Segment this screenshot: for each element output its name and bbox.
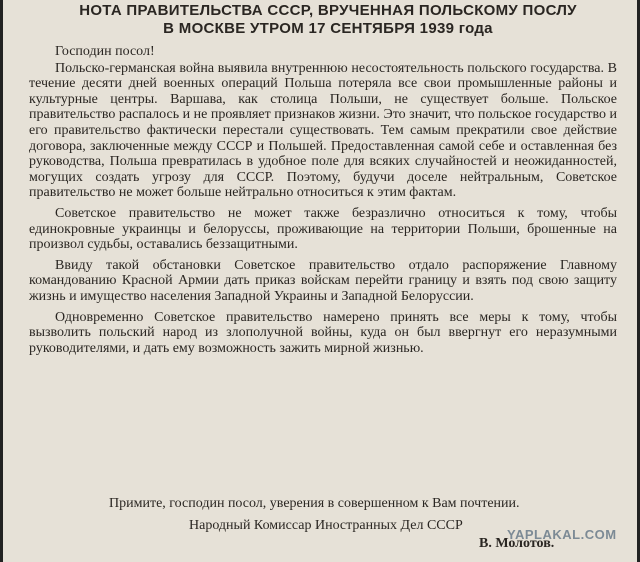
closing-line: Примите, господин посол, уверения в совершенном к Вам почтении. xyxy=(109,496,520,511)
signature-title: Народный Комиссар Иностранных Дел СССР xyxy=(189,518,463,533)
note-body xyxy=(29,44,617,361)
signature-name: В. Молотов. xyxy=(479,536,555,551)
paragraph-4: Одновременно Советское правительство намерено принять все меры к тому, чтобы вызволить польский народ из злополучной войны, куда он был ввергнут его неразумными руководителями, и дать ему возможность зажить мирной жизнью. xyxy=(29,309,617,356)
salutation: Господин посол! xyxy=(55,44,155,59)
paragraph-1: Польско-германская война выявила внутреннюю несостоятельность польского государства. В течение десяти дней военных операций Польша потеряла все свои промышленные районы и культурные центры. Варшава, как столица Польши, не существует больше. Польское правительство распалось и не проявляет признаков жизни. Это значит, что польское государство и его правительство фактически перестали существовать. Тем самым прекратили свое действие договора, заключенные между СССР и Польшей. Предоставленная самой себе и оставленная без руководства, Польша превратилась в удобное поле для всяких случайностей и неожиданностей, могущих создать угрозу для СССР. Поэтому, будучи доселе нейтральным, Советское правительство не может больше нейтрально относиться к этим фактам. xyxy=(29,60,617,201)
paragraph-3: Ввиду такой обстановки Советское правительство отдало распоряжение Главному командованию Красной Армии дать приказ войскам перейти границу и взять под свою защиту жизнь и имущество населения Западной Украины и Западной Белоруссии. xyxy=(29,257,617,304)
headline-line-2: В МОСКВЕ УТРОМ 17 СЕНТЯБРЯ 1939 года xyxy=(163,20,493,37)
headline-line-1: НОТА ПРАВИТЕЛЬСТВА СССР, ВРУЧЕННАЯ ПОЛЬСКОМУ ПОСЛУ xyxy=(79,2,577,19)
site-watermark: YAPLAKAL.COM xyxy=(507,527,617,542)
paragraph-2: Советское правительство не может также безразлично относиться к тому, чтобы единокровные украинцы и белоруссы, проживающие на территории Польши, брошенные на произвол судьбы, оставались беззащитными. xyxy=(29,205,617,253)
